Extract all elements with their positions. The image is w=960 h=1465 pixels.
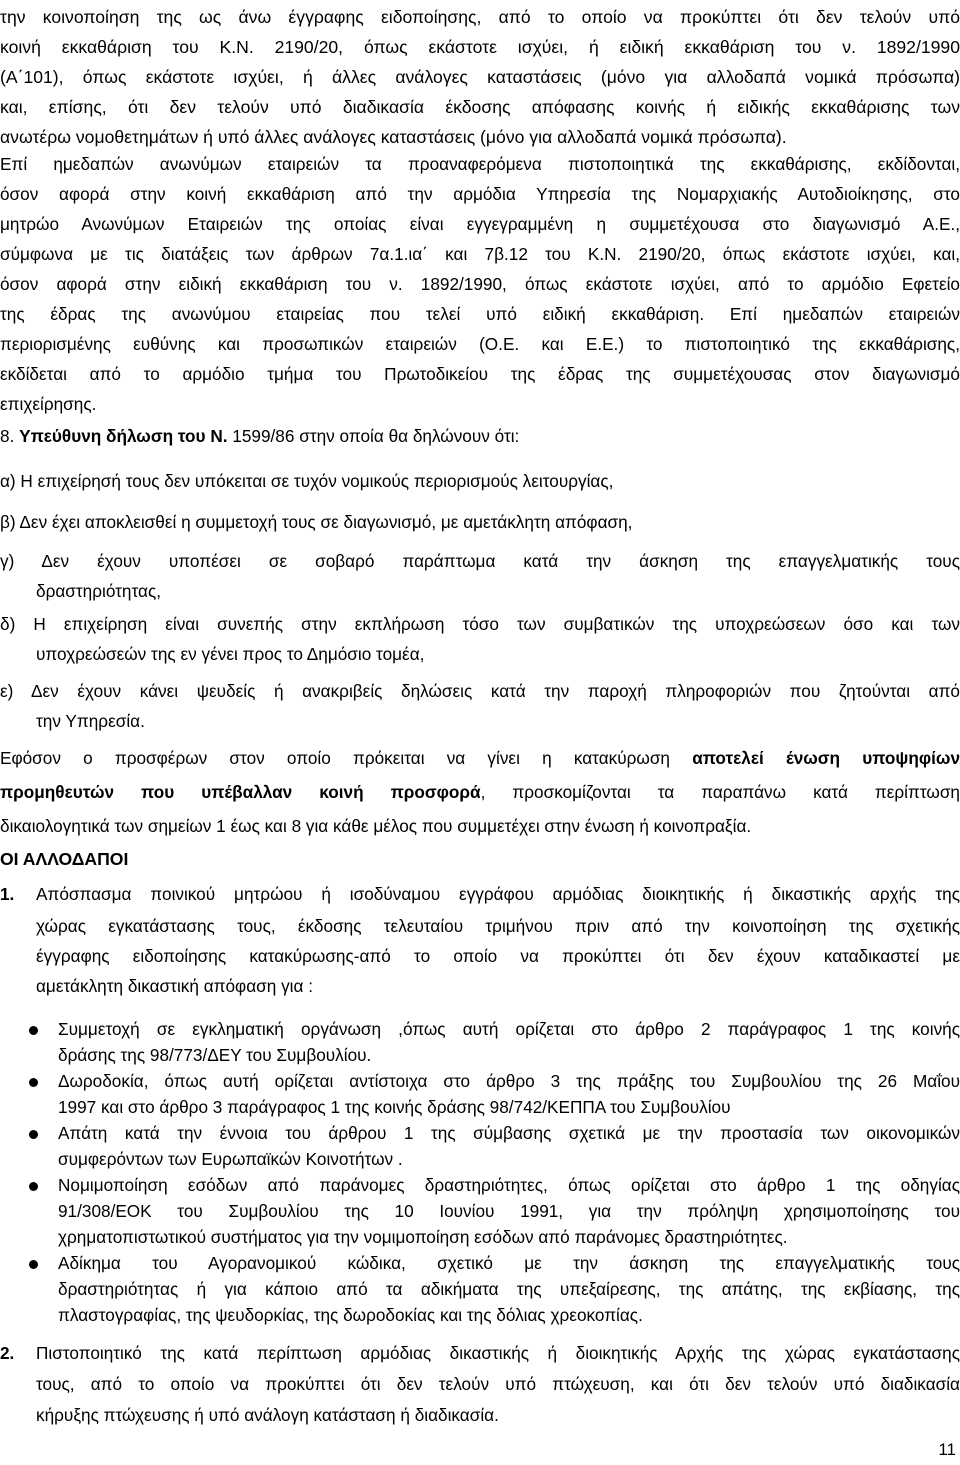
text-line: όσον αφορά στην κοινή εκκαθάριση από την αρμόδια Υπηρεσία της Νομαρχιακής Αυτοδιοίκησης, στο xyxy=(0,184,960,204)
list-item xyxy=(0,676,960,736)
text-line: Δωροδοκία, όπως αυτή ορίζεται αντίστοιχα στο άρθρο 3 της πράξης του Συμβουλίου της 26 Μαΐου xyxy=(58,1071,960,1091)
page-number: 11 xyxy=(938,1440,956,1459)
section-number: 8. xyxy=(0,426,15,446)
text-line: εκδίδεται από το αρμόδιο τμήμα του Πρωτοδικείου της έδρας της συμμετέχουσας στον διαγωνισμό xyxy=(0,364,960,384)
text-line: δράσης της 98/773/ΔΕΥ του Συμβουλίου. xyxy=(58,1045,372,1065)
list-number: 2. xyxy=(0,1343,15,1363)
text-line: αμετάκλητη δικαστική απόφαση για : xyxy=(36,976,313,996)
text-line: 1997 και στο άρθρο 3 παράγραφος 1 της κοινής δράσης 98/742/ΚΕΠΠΑ του Συμβουλίου xyxy=(58,1097,731,1117)
text-line: πλαστογραφίας, της ψευδορκίας, της δωροδοκίας και της δόλιας χρεοκοπίας. xyxy=(58,1305,643,1325)
list-item xyxy=(0,466,960,496)
text-line: Συμμετοχή σε εγκληματική οργάνωση ,όπως αυτή ορίζεται στο άρθρο 2 παράγραφος 1 της κοινής xyxy=(58,1019,960,1039)
list-item xyxy=(0,609,960,669)
paragraph-union xyxy=(0,741,960,843)
text-line: κήρυξης πτώχευσης ή υπό ανάλογη κατάσταση ή διαδικασία. xyxy=(36,1405,499,1425)
text-line: (Α΄101), όπως εκάστοτε ισχύει, ή άλλες ανάλογες καταστάσεις (μόνο για αλλοδαπά νομικά πρόσωπα) xyxy=(0,67,960,87)
text-line: σύμφωνα με τις διατάξεις των άρθρων 7α.1.ια΄ και 7β.12 του Κ.Ν. 2190/20, όπως εκάστοτε ισχύει, και, xyxy=(0,244,960,264)
text-line xyxy=(0,775,960,809)
foreign-item-criminal-record-cont xyxy=(36,911,960,1001)
text-line: 91/308/ΕΟΚ του Συμβουλίου της 10 Ιουνίου 1991, για την πρόληψη χρησιμοποίησης του xyxy=(58,1201,960,1221)
text-line: Επί ημεδαπών ανωνύμων εταιρειών τα προαναφερόμενα πιστοποιητικά της εκκαθάρισης, εκδίδονται, xyxy=(0,154,960,174)
bold-text: αποτελεί ένωση υποψηφίων xyxy=(692,748,960,768)
text-line: χώρας εγκατάστασης τους, έκδοσης τελευταίου τριμήνου πριν από την κοινοποίηση της σχετικής xyxy=(36,916,960,936)
text-span: Εφόσον ο προσφέρων στον οποίο πρόκειται να γίνει η κατακύρωση xyxy=(0,748,670,768)
bullet-icon xyxy=(29,1130,38,1139)
text-line: χρηματοπιστωτικού συστήματος για την νομιμοποίηση εσόδων από παράνομες δραστηριότητες. xyxy=(58,1227,788,1247)
bold-text: προμηθευτών που υπέβαλλαν κοινή προσφορά xyxy=(0,782,481,802)
law-number: 1599/86 xyxy=(232,426,295,446)
list-item xyxy=(0,507,960,537)
foreign-item-criminal-record xyxy=(36,879,960,909)
bullet-icon xyxy=(29,1078,38,1087)
text-line: Πιστοποιητικό της κατά περίπτωση αρμόδιας δικαστικής ή διοικητικής Αρχής της χώρας εγκατάστασης xyxy=(36,1343,960,1363)
text-line: ανωτέρω νομοθετημάτων ή υπό άλλες ανάλογες καταστάσεις (μόνο για αλλοδαπά νομικά πρόσωπα). xyxy=(0,127,787,147)
bullet-item xyxy=(58,1016,960,1068)
text-line: Αδίκημα του Αγορανομικού κώδικα, σχετικό με την άσκηση της επαγγελματικής τους xyxy=(58,1253,960,1273)
text-line: και, επίσης, ότι δεν τελούν υπό διαδικασία έκδοσης απόφασης κοινής ή ειδικής εκκαθάρισης των xyxy=(0,97,960,117)
text-line xyxy=(0,741,960,775)
bullet-item xyxy=(58,1120,960,1172)
text-line: δραστηριότητας ή για κάποιο από τα αδικήματα της υπεξαίρεσης, της απάτης, της εκβίασης, της xyxy=(58,1279,960,1299)
bullet-icon xyxy=(29,1260,38,1269)
section-title-rest: στην οποία θα δηλώνουν ότι: xyxy=(299,426,520,446)
text-line: δραστηριότητας, xyxy=(36,581,162,601)
text-line: έγγραφης ειδοποίησης κατακύρωσης-από το οποίο να προκύπτει ότι δεν έχουν καταδικαστεί με xyxy=(36,946,960,966)
bullet-item xyxy=(58,1250,960,1328)
bullet-item xyxy=(58,1068,960,1120)
section-8-heading xyxy=(0,421,960,451)
text-line: α) Η επιχείρησή τους δεν υπόκειται σε τυχόν νομικούς περιορισμούς λειτουργίας, xyxy=(0,471,614,491)
list-number: 1. xyxy=(0,884,15,904)
paragraph-liquidation-certificate xyxy=(0,2,960,152)
list-item xyxy=(0,546,960,606)
text-line: δ) Η επιχείρηση είναι συνεπής στην εκπλήρωση τόσο των συμβατικών της υποχρεώσεων όσο και των xyxy=(0,614,960,634)
section-heading-foreign: ΟΙ ΑΛΛΟΔΑΠΟΙ xyxy=(0,849,129,869)
text-line: την κοινοποίηση της ως άνω έγγραφης ειδοποίησης, από το οποίο να προκύπτει ότι δεν τελούν υπό xyxy=(0,7,960,27)
text-line: τους, από το οποίο να προκύπτει ότι δεν τελούν υπό πτώχευση, και ότι δεν τελούν υπό διαδικασία xyxy=(36,1374,960,1394)
text-line: Απόσπασμα ποινικού μητρώου ή ισοδύναμου εγγράφου αρμόδιας διοικητικής ή δικαστικής αρχής της xyxy=(36,884,960,904)
bullet-icon xyxy=(29,1026,38,1035)
text-line: γ) Δεν έχουν υποπέσει σε σοβαρό παράπτωμα κατά την άσκηση της επαγγελματικής τους xyxy=(0,551,960,571)
foreign-item-bankruptcy-certificate xyxy=(36,1338,960,1431)
bullet-item xyxy=(58,1172,960,1250)
text-line: επιχείρησης. xyxy=(0,394,97,414)
text-line: μητρώο Ανωνύμων Εταιρειών της οποίας είναι εγγεγραμμένη η συμμετέχουσα στο διαγωνισμό Α.Ε., xyxy=(0,214,960,234)
text-line: δικαιολογητικά των σημείων 1 έως και 8 για κάθε μέλος που συμμετέχει στην ένωση ή κοινοπραξία. xyxy=(0,816,752,836)
text-line: της έδρας της ανωνύμου εταιρείας που τελεί υπό ειδική εκκαθάριση. Επί ημεδαπών εταιρειών xyxy=(0,304,960,324)
bullet-icon xyxy=(29,1182,38,1191)
section-title: Υπεύθυνη δήλωση του Ν. xyxy=(19,426,228,446)
text-line: β) Δεν έχει αποκλεισθεί η συμμετοχή τους σε διαγωνισμό, με αμετάκλητη απόφαση, xyxy=(0,512,633,532)
text-line: περιορισμένης ευθύνης και προσωπικών εταιρειών (Ο.Ε. και Ε.Ε.) το πιστοποιητικό της εκκαθάρισης, xyxy=(0,334,960,354)
text-line: υποχρεώσεών της εν γένει προς το Δημόσιο τομέα, xyxy=(36,644,425,664)
text-line: όσον αφορά στην ειδική εκκαθάριση του ν. 1892/1990, όπως εκάστοτε ισχύει, από το αρμόδιο Εφετείο xyxy=(0,274,960,294)
text-line: κοινή εκκαθάριση του Κ.Ν. 2190/20, όπως εκάστοτε ισχύει, ή ειδική εκκαθάριση του ν. 1892/1990 xyxy=(0,37,960,57)
text-line: Νομιμοποίηση εσόδων από παράνομες δραστηριότητες, όπως ορίζεται στο άρθρο 1 της οδηγίας xyxy=(58,1175,960,1195)
paragraph-domestic-companies xyxy=(0,149,960,419)
text-span: , προσκομίζονται τα παραπάνω κατά περίπτωση xyxy=(480,782,960,802)
text-line: την Υπηρεσία. xyxy=(36,711,145,731)
text-line: συμφερόντων των Ευρωπαϊκών Κοινοτήτων . xyxy=(58,1149,403,1169)
text-line: ε) Δεν έχουν κάνει ψευδείς ή ανακριβείς δηλώσεις κατά την παροχή πληροφοριών που ζητούνται από xyxy=(0,681,960,701)
text-line: Απάτη κατά την έννοια του άρθρου 1 της σύμβασης σχετικά με την προστασία των οικονομικών xyxy=(58,1123,960,1143)
